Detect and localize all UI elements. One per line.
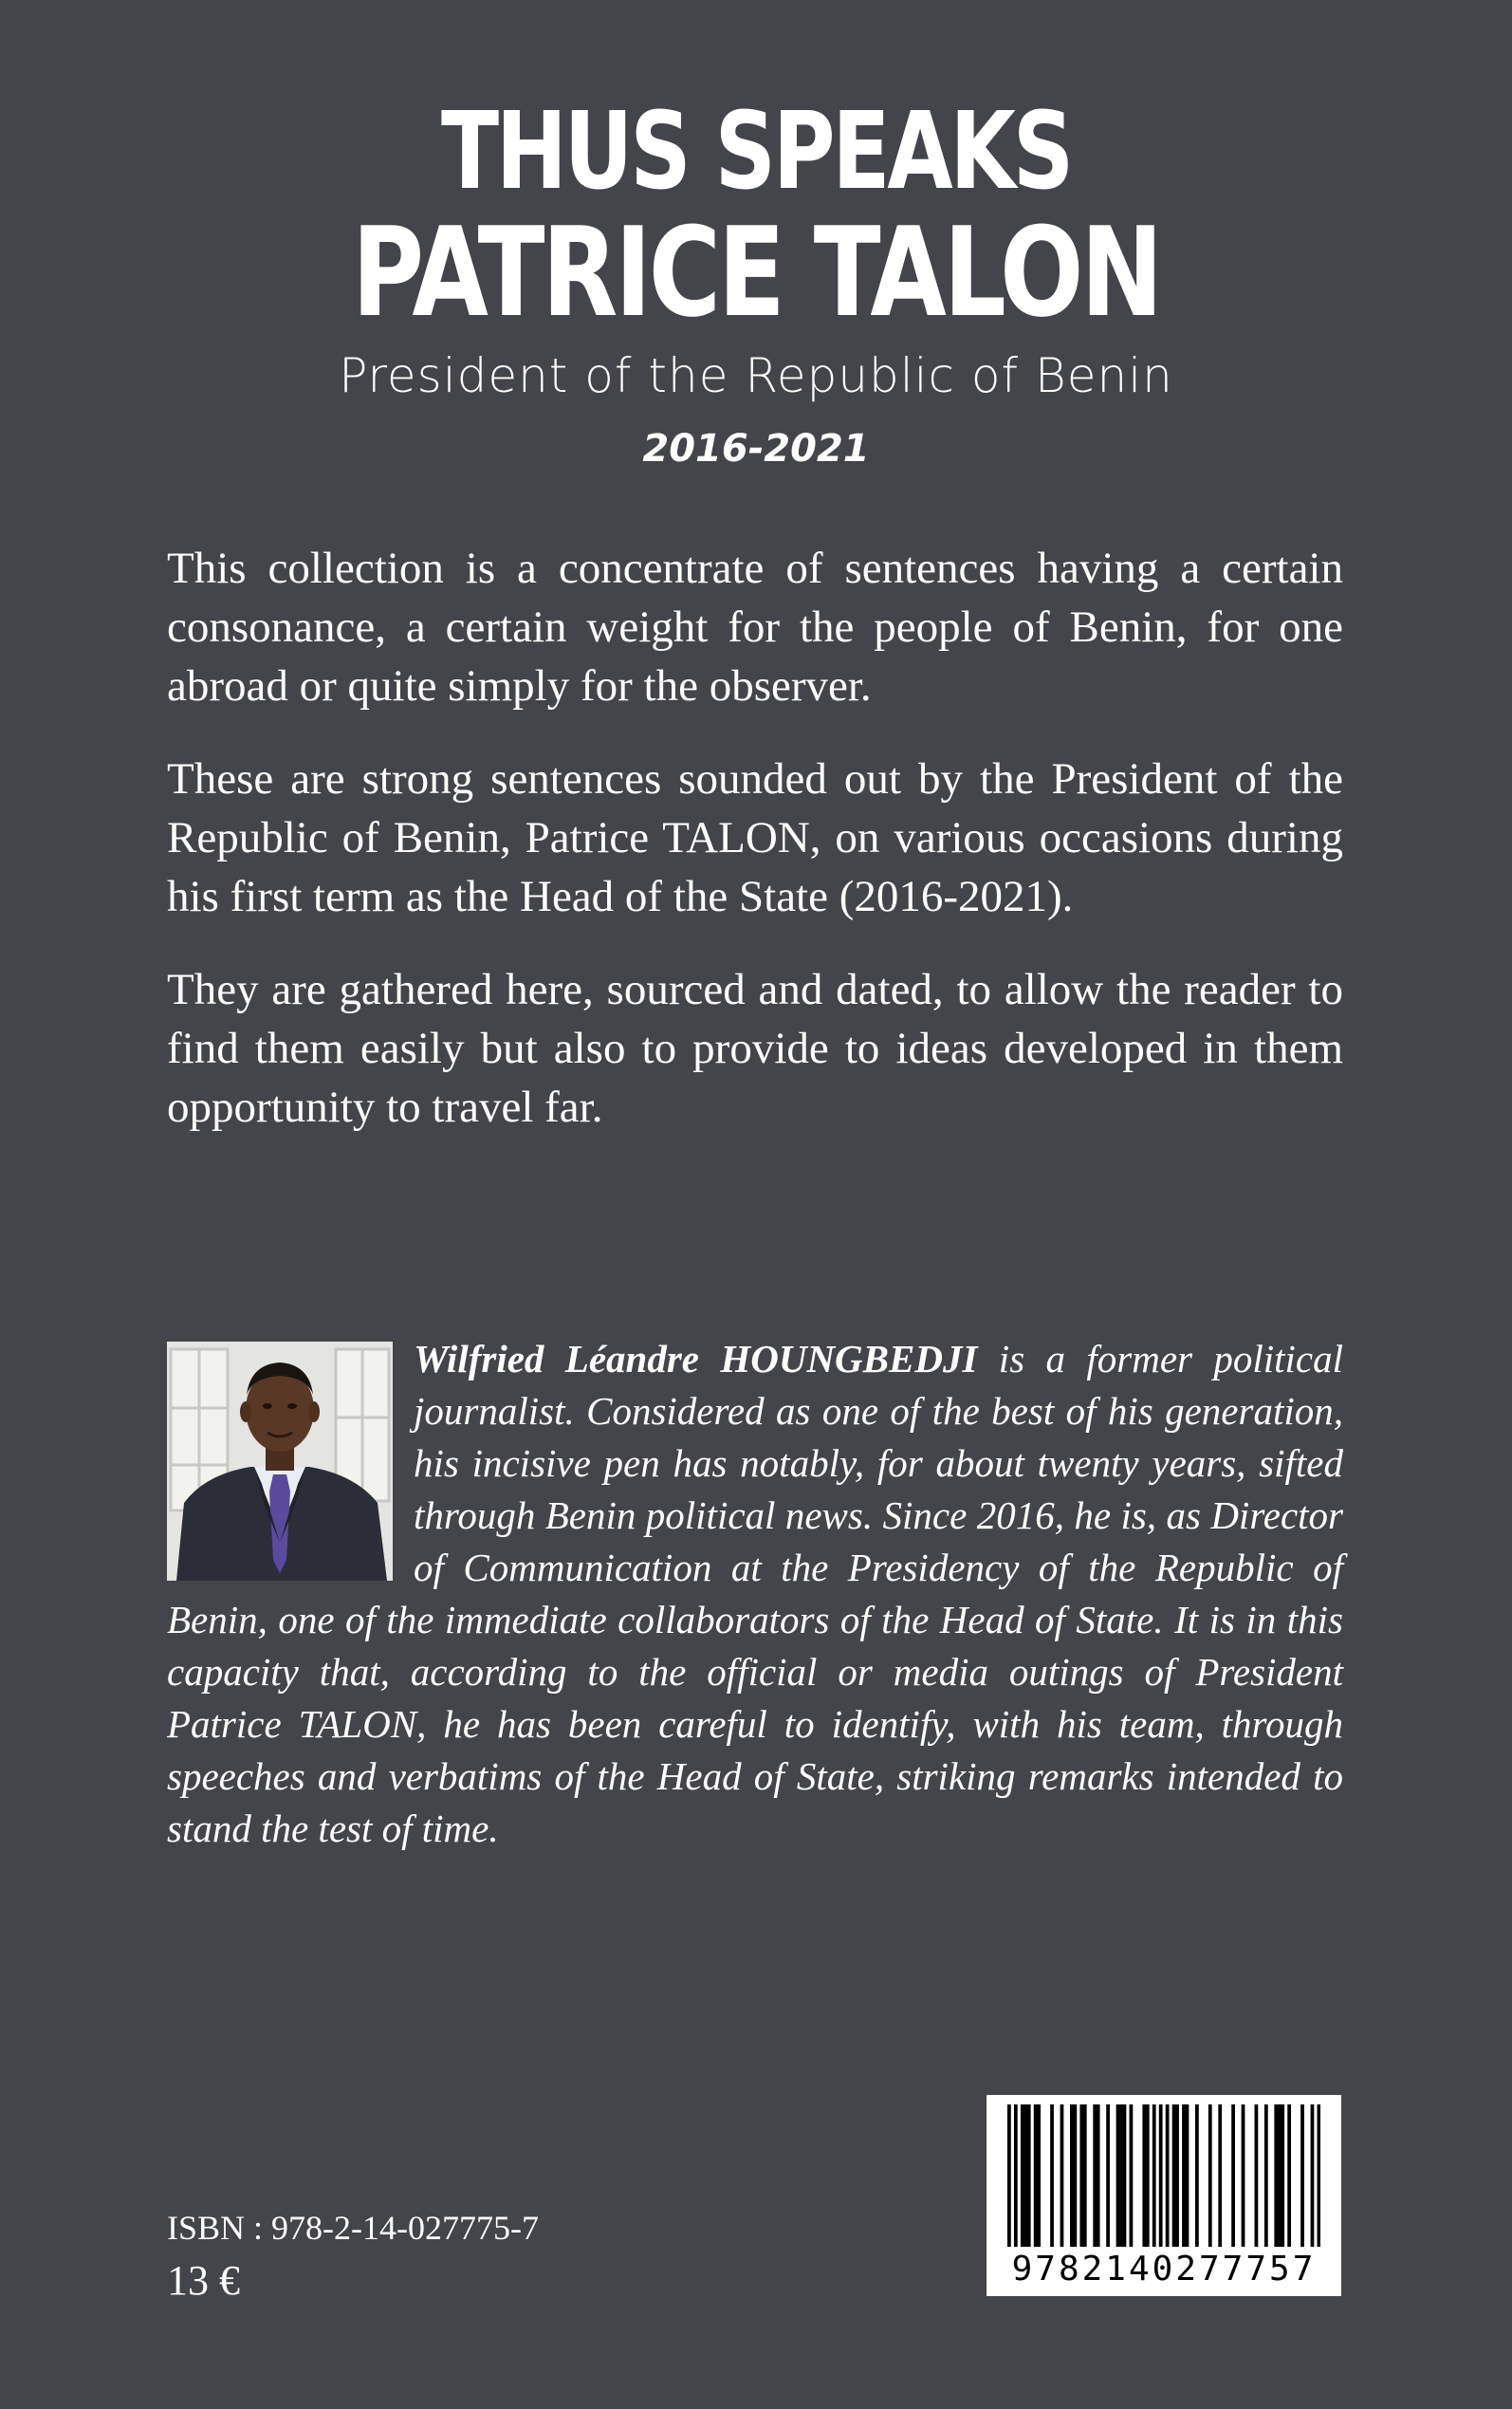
barcode-bar — [1027, 2104, 1031, 2247]
barcode-bar — [1278, 2104, 1282, 2247]
barcode-bar — [1186, 2104, 1189, 2247]
barcode-bar — [1172, 2104, 1176, 2247]
barcode-bar — [1182, 2104, 1186, 2247]
description-paragraph-2: These are strong sentences sounded out by the President of the Republic of Benin, Patrice TALON, on various occasions during his first term as the Head of the State (2016-2021). — [167, 754, 1343, 921]
barcode-bar — [1130, 2104, 1134, 2247]
barcode-bar — [1264, 2104, 1268, 2247]
barcode-bar — [1281, 2104, 1284, 2247]
book-title-line-2: PATRICE TALON — [351, 200, 1161, 344]
isbn: ISBN : 978-2-14-027775-7 — [167, 2209, 539, 2247]
barcode-bar — [1208, 2104, 1212, 2247]
description-paragraph-3: They are gathered here, sourced and dated, to allow the reader to find them easily but also to provide to ideas developed in them opportunity to travel far. — [167, 965, 1343, 1132]
barcode-bar — [1242, 2104, 1245, 2247]
barcode-bar — [1231, 2104, 1235, 2247]
barcode — [986, 2095, 1341, 2296]
book-title-line-1: THUS SPEAKS — [440, 90, 1072, 213]
price: 13 € — [167, 2257, 240, 2304]
barcode-bar — [1195, 2104, 1199, 2247]
barcode-bar — [1050, 2104, 1054, 2247]
barcode-bar — [1073, 2104, 1077, 2247]
barcode-bar — [1311, 2104, 1315, 2247]
term-years: 2016-2021 — [642, 427, 870, 471]
barcode-bar — [1023, 2104, 1027, 2247]
barcode-bar — [1142, 2104, 1146, 2247]
barcode-digits: 9782140277757 — [1011, 2250, 1317, 2289]
barcode-bar — [1083, 2104, 1087, 2247]
barcode-bars — [1007, 2104, 1320, 2247]
barcode-bar — [1037, 2104, 1041, 2247]
barcode-bar — [1021, 2104, 1024, 2247]
author-name: Wilfried Léandre HOUNGBEDJI — [414, 1337, 978, 1381]
barcode-bar — [1119, 2104, 1123, 2247]
barcode-bar — [1123, 2104, 1127, 2247]
barcode-bar — [1159, 2104, 1163, 2247]
barcode-bar — [1097, 2104, 1100, 2247]
barcode-bar — [1060, 2104, 1064, 2247]
barcode-bar — [1318, 2104, 1320, 2247]
barcode-bar — [1007, 2104, 1011, 2247]
barcode-bar — [1175, 2104, 1179, 2247]
author-photo — [167, 1342, 393, 1581]
barcode-bar — [1034, 2104, 1038, 2247]
barcode-bar — [1070, 2104, 1074, 2247]
barcode-bar — [1300, 2104, 1304, 2247]
description-paragraph-1: This collection is a concentrate of sentences having a certain consonance, a certain weight for the people of Benin, for one abroad or quite simply for the observer. — [167, 544, 1343, 711]
barcode-bar — [1218, 2104, 1222, 2247]
barcode-bar — [1116, 2104, 1120, 2247]
barcode-bar — [1106, 2104, 1110, 2247]
barcode-bar — [1014, 2104, 1018, 2247]
barcode-bar — [1274, 2104, 1278, 2247]
barcode-bar — [1166, 2104, 1170, 2247]
barcode-bar — [1255, 2104, 1259, 2247]
barcode-bar — [1152, 2104, 1156, 2247]
barcode-bar — [1079, 2104, 1083, 2247]
author-bio-text: is a former political journalist. Considered as one of the best of his generation, his incisive pen has notably, for about twenty years, sifted through Benin political news. Since 2016, he is, as Director of Communication at the Presidency of the Republic of Benin, one of the immediate collaborators of the Head of State. It is in this capacity that, according to the official or media outings of President Patrice TALON, he has been careful to identify, with his team, through speeches and verbatims of the Head of State, striking remarks intended to stand the test of time. — [167, 1337, 1344, 1850]
barcode-bar — [1287, 2104, 1291, 2247]
barcode-bar — [1146, 2104, 1150, 2247]
book-subtitle: President of the Republic of Benin — [339, 348, 1173, 403]
barcode-bar — [1093, 2104, 1097, 2247]
